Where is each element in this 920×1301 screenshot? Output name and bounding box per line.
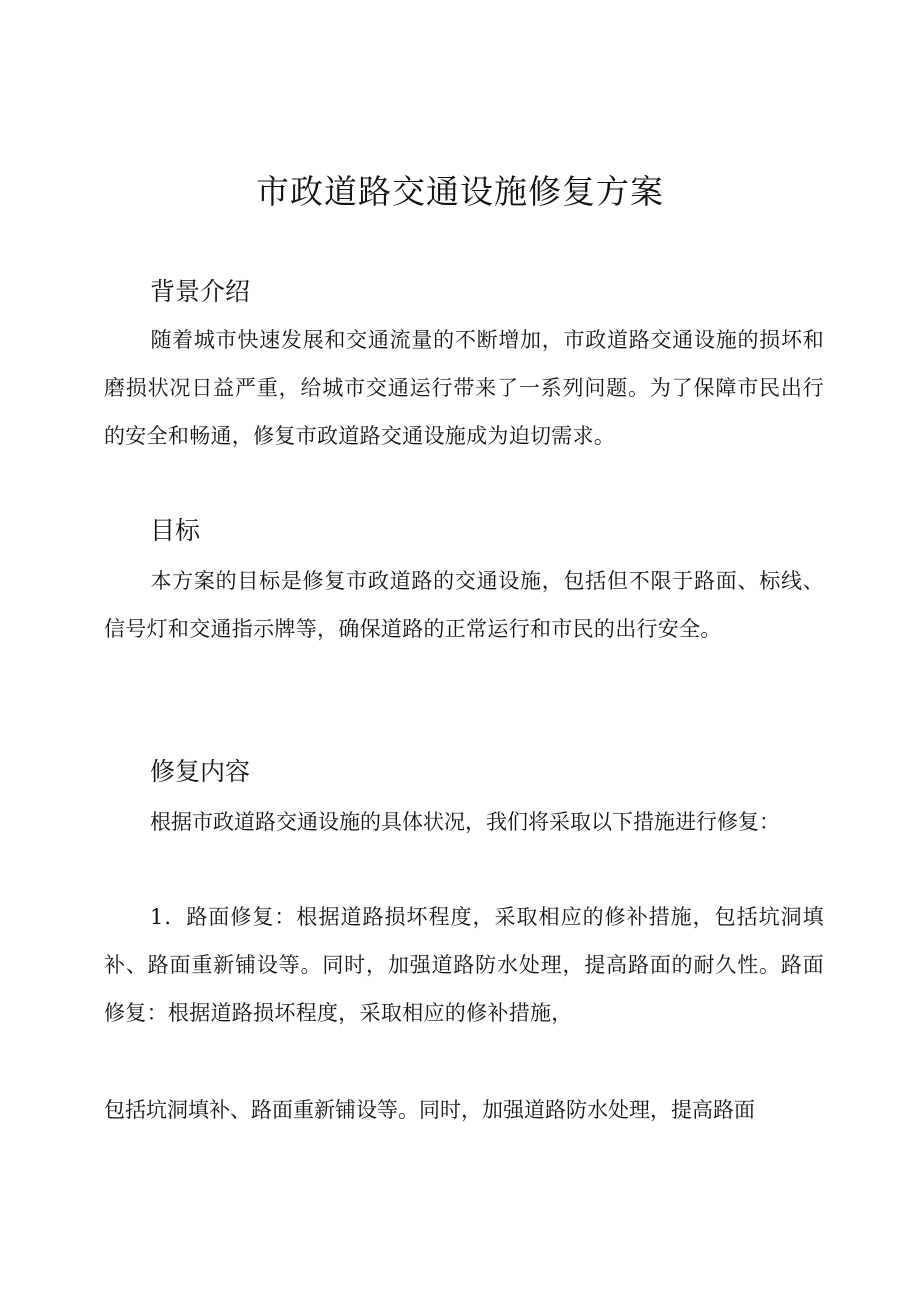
- section-intro-repair: 根据市政道路交通设施的具体状况，我们将采取以下措施进行修复：: [150, 810, 780, 834]
- section-heading-background: 背景介绍: [150, 277, 251, 306]
- continuation-text: 包括坑洞填补、路面重新铺设等。同时，加强道路防水处理，提高路面: [104, 1098, 755, 1122]
- section-heading-repair: 修复内容: [150, 757, 251, 786]
- document-title: 市政道路交通设施修复方案: [256, 172, 664, 211]
- section-heading-goal: 目标: [150, 516, 201, 545]
- list-item-road-repair: 1．路面修复：根据道路损坏程度，采取相应的修补措施，包括坑洞填补、路面重新铺设等。同时，加强道路防水处理，提高路面的耐久性。路面修复：根据道路损坏程度，采取相应的修补措施，: [104, 905, 824, 1025]
- section-body-background: 随着城市快速发展和交通流量的不断增加，市政道路交通设施的损坏和磨损状况日益严重，给城市交通运行带来了一系列问题。为了保障市民出行的安全和畅通，修复市政道路交通设施成为迫切需求。: [104, 328, 824, 448]
- section-body-goal: 本方案的目标是修复市政道路的交通设施，包括但不限于路面、标线、信号灯和交通指示牌等，确保道路的正常运行和市民的出行安全。: [104, 569, 824, 641]
